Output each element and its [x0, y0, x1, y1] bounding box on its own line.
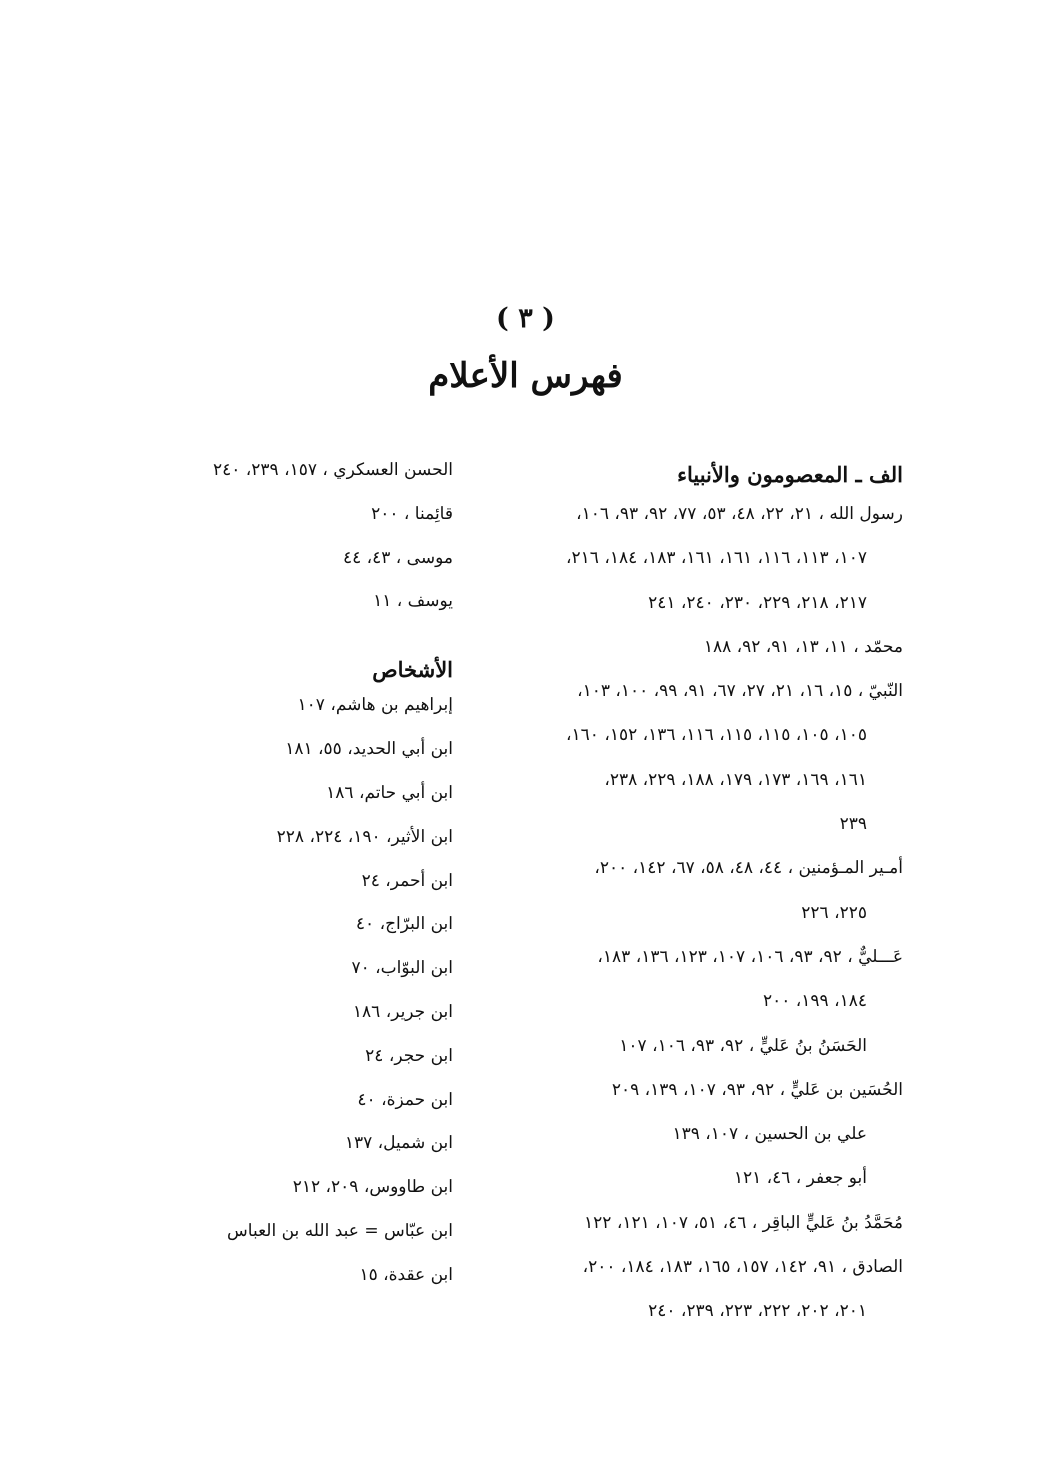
index-entry-line: إبراهيم بن هاشم، ١٠٧ — [297, 695, 453, 716]
index-entry-line: ابن عبّاس = عبد الله بن العباس — [227, 1220, 453, 1241]
index-entry-line: ابن البرّاج، ٤٠ — [355, 914, 453, 935]
index-entry-line: ١٠٧، ١١٣، ١١٦، ١٦١، ١٦١، ١٨٣، ١٨٤، ٢١٦، — [566, 548, 867, 569]
index-entry-line: أمـير المـؤمنين ، ٤٤، ٤٨، ٥٨، ٦٧، ١٤٢، ٢٠٠، — [594, 858, 903, 879]
entry-list-infallibles-continued — [33, 455, 453, 616]
index-entry-line: ٢٠١، ٢٠٢، ٢٢٢، ٢٢٣، ٢٣٩، ٢٤٠ — [648, 1301, 867, 1322]
index-entry-line: ابن الأثير، ١٩٠، ٢٢٤، ٢٢٨ — [276, 826, 453, 847]
index-entry-line: عَـــليٌّ ، ٩٢، ٩٣، ١٠٦، ١٠٧، ١٢٣، ١٣٦، ١٨٣، — [597, 946, 903, 967]
index-entry-line: يوسف ، ١١ — [373, 591, 453, 612]
index-entry-line: موسى ، ٤٣، ٤٤ — [342, 547, 453, 568]
index-entry-line: رسول الله ، ٢١، ٢٢، ٤٨، ٥٣، ٧٧، ٩٢، ٩٣، ١٠٦، — [576, 504, 903, 524]
index-entry-line: أبو جعفر ، ٤٦، ١٢١ — [733, 1168, 867, 1189]
index-entry-line: ٢١٧، ٢١٨، ٢٢٩، ٢٣٠، ٢٤٠، ٢٤١ — [648, 592, 867, 613]
page-title: فهرس الأعلام — [428, 356, 623, 396]
left-column — [33, 455, 453, 1304]
index-entry-line: ابن طاووس، ٢٠٩، ٢١٢ — [292, 1177, 453, 1198]
index-entry-line: ابن أبي الحديد، ٥٥، ١٨١ — [285, 739, 453, 760]
section-number: ( ٣ ) — [496, 303, 555, 334]
section-heading-infallibles: الف ـ المعصومون والأنبياء — [677, 462, 903, 487]
index-entry-line: الحُسَين بن عَليٍّ ، ٩٢، ٩٣، ١٠٧، ١٣٩، ٢٠٩ — [611, 1079, 903, 1100]
section-heading-persons: الأشخاص — [372, 657, 453, 683]
index-entry-line: ٢٣٩ — [839, 814, 867, 835]
index-entry-line: ابن البوّاب، ٧٠ — [351, 958, 453, 979]
index-entry-line: الحَسَنُ بنُ عَليٍّ ، ٩٢، ٩٣، ١٠٦، ١٠٧ — [619, 1035, 867, 1056]
index-entry-line: ابن عقدة، ١٥ — [359, 1264, 453, 1285]
index-entry-line: ١٦١، ١٦٩، ١٧٣، ١٧٩، ١٨٨، ٢٢٩، ٢٣٨، — [604, 769, 867, 790]
index-entry-line: ابن شميل، ١٣٧ — [344, 1133, 453, 1154]
index-entry-line: الصادق ، ٩١، ١٤٢، ١٥٧، ١٦٥، ١٨٣، ١٨٤، ٢٠٠، — [582, 1257, 903, 1278]
index-entry-line: ابن أحمر، ٢٤ — [361, 870, 453, 891]
index-entry-line: قائِمنا ، ٢٠٠ — [371, 503, 453, 524]
index-entry-line: ٢٢٥، ٢٢٦ — [801, 902, 867, 923]
index-entry-line: ابن جرير، ١٨٦ — [352, 1001, 453, 1022]
entry-list-persons — [33, 690, 453, 1289]
index-entry-line: مُحَمَّدُ بنُ عَليٍّ الباقِر ، ٤٦، ٥١، ١٠٧، ١٢١، ١٢٢ — [584, 1212, 903, 1233]
index-entry-line: محمّد ، ١١، ١٣، ٩١، ٩٢، ١٨٨ — [703, 636, 903, 657]
index-entry-line: النّبيّ ، ١٥، ١٦، ٢١، ٢٧، ٦٧، ٩١، ٩٩، ١٠٠، ١٠٣، — [577, 681, 903, 702]
right-column — [503, 455, 903, 1341]
index-entry-line: ١٨٤، ١٩٩، ٢٠٠ — [763, 991, 867, 1012]
index-entry-line: ١٠٥، ١٠٥، ١١٥، ١١٥، ١١٦، ١٣٦، ١٥٢، ١٦٠، — [566, 725, 867, 746]
index-entry-line: ابن حمزة، ٤٠ — [357, 1089, 453, 1110]
index-entry-line: ابن حجر، ٢٤ — [365, 1045, 453, 1066]
index-entry-line: علي بن الحسين ، ١٠٧، ١٣٩ — [672, 1124, 867, 1145]
index-entry-line: الحسن العسكري ، ١٥٧، ٢٣٩، ٢٤٠ — [212, 460, 453, 480]
entry-list-infallibles — [503, 499, 903, 1326]
index-entry-line: ابن أبي حاتم، ١٨٦ — [326, 782, 453, 803]
